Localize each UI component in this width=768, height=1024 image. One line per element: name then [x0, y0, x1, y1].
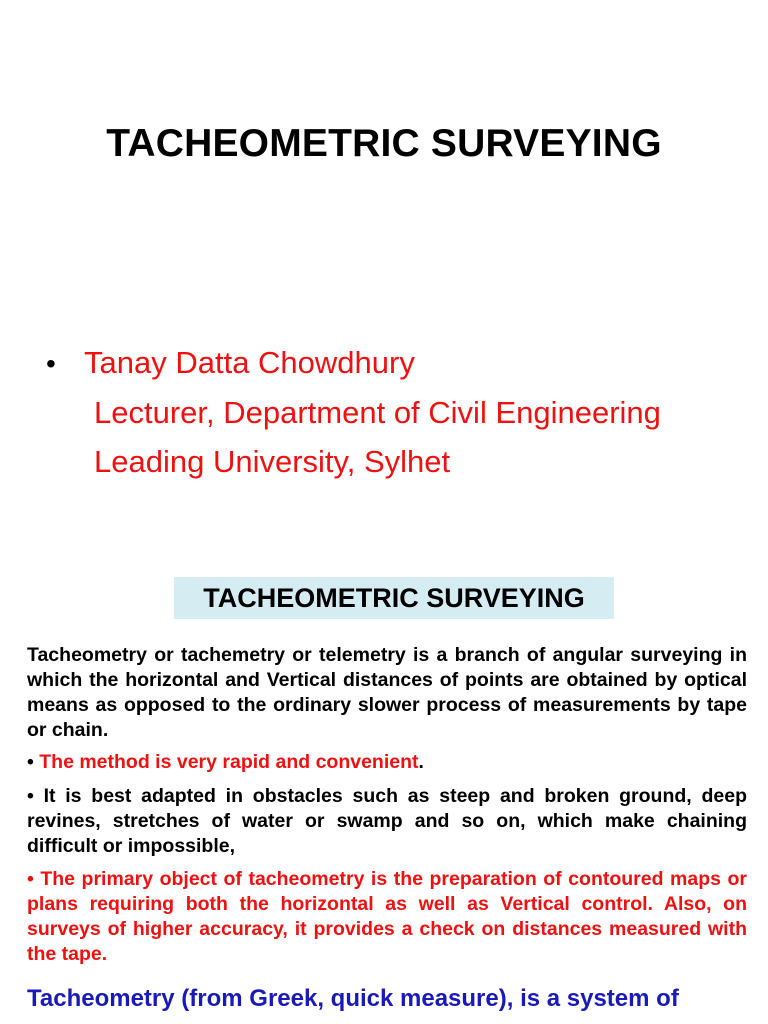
slide-title: TACHEOMETRIC SURVEYING [106, 122, 662, 165]
author-name-line [46, 338, 661, 388]
bullet-primary-object: • The primary object of tacheometry is the preparation of contoured maps or plans requiring both the horizontal as well as Vertical control. Also, on surveys of higher accuracy, it provides a check on distances measured with the tape. [27, 868, 747, 965]
bullet-rapid-method [27, 750, 747, 775]
definition-paragraph: Tacheometry or tachemetry or telemetry is a branch of angular surveying in which the horizontal and Vertical distances of points are obtained by optical means as opposed to the ordinary slower process of measurements by tape or chain. [27, 644, 747, 741]
author-position: Lecturer, Department of Civil Engineering [94, 395, 661, 430]
author-affiliation: Leading University, Sylhet [94, 444, 451, 479]
bullet-suffix: . [418, 751, 424, 773]
bullet-obstacles: • It is best adapted in obstacles such as steep and broken ground, deep revines, stretches of water or swamp and so on, which make chaining difficult or impossible, [27, 785, 747, 857]
section-heading: TACHEOMETRIC SURVEYING [174, 577, 614, 619]
tacheometry-intro: Tacheometry (from Greek, quick measure), is a system of [27, 985, 679, 1012]
author-block [46, 338, 661, 486]
bullet-prefix: • [27, 751, 40, 773]
author-name: Tanay Datta Chowdhury [84, 345, 415, 380]
bullet-highlight: The method is very rapid and convenient [39, 751, 419, 773]
bullet-icon: • [46, 348, 56, 379]
